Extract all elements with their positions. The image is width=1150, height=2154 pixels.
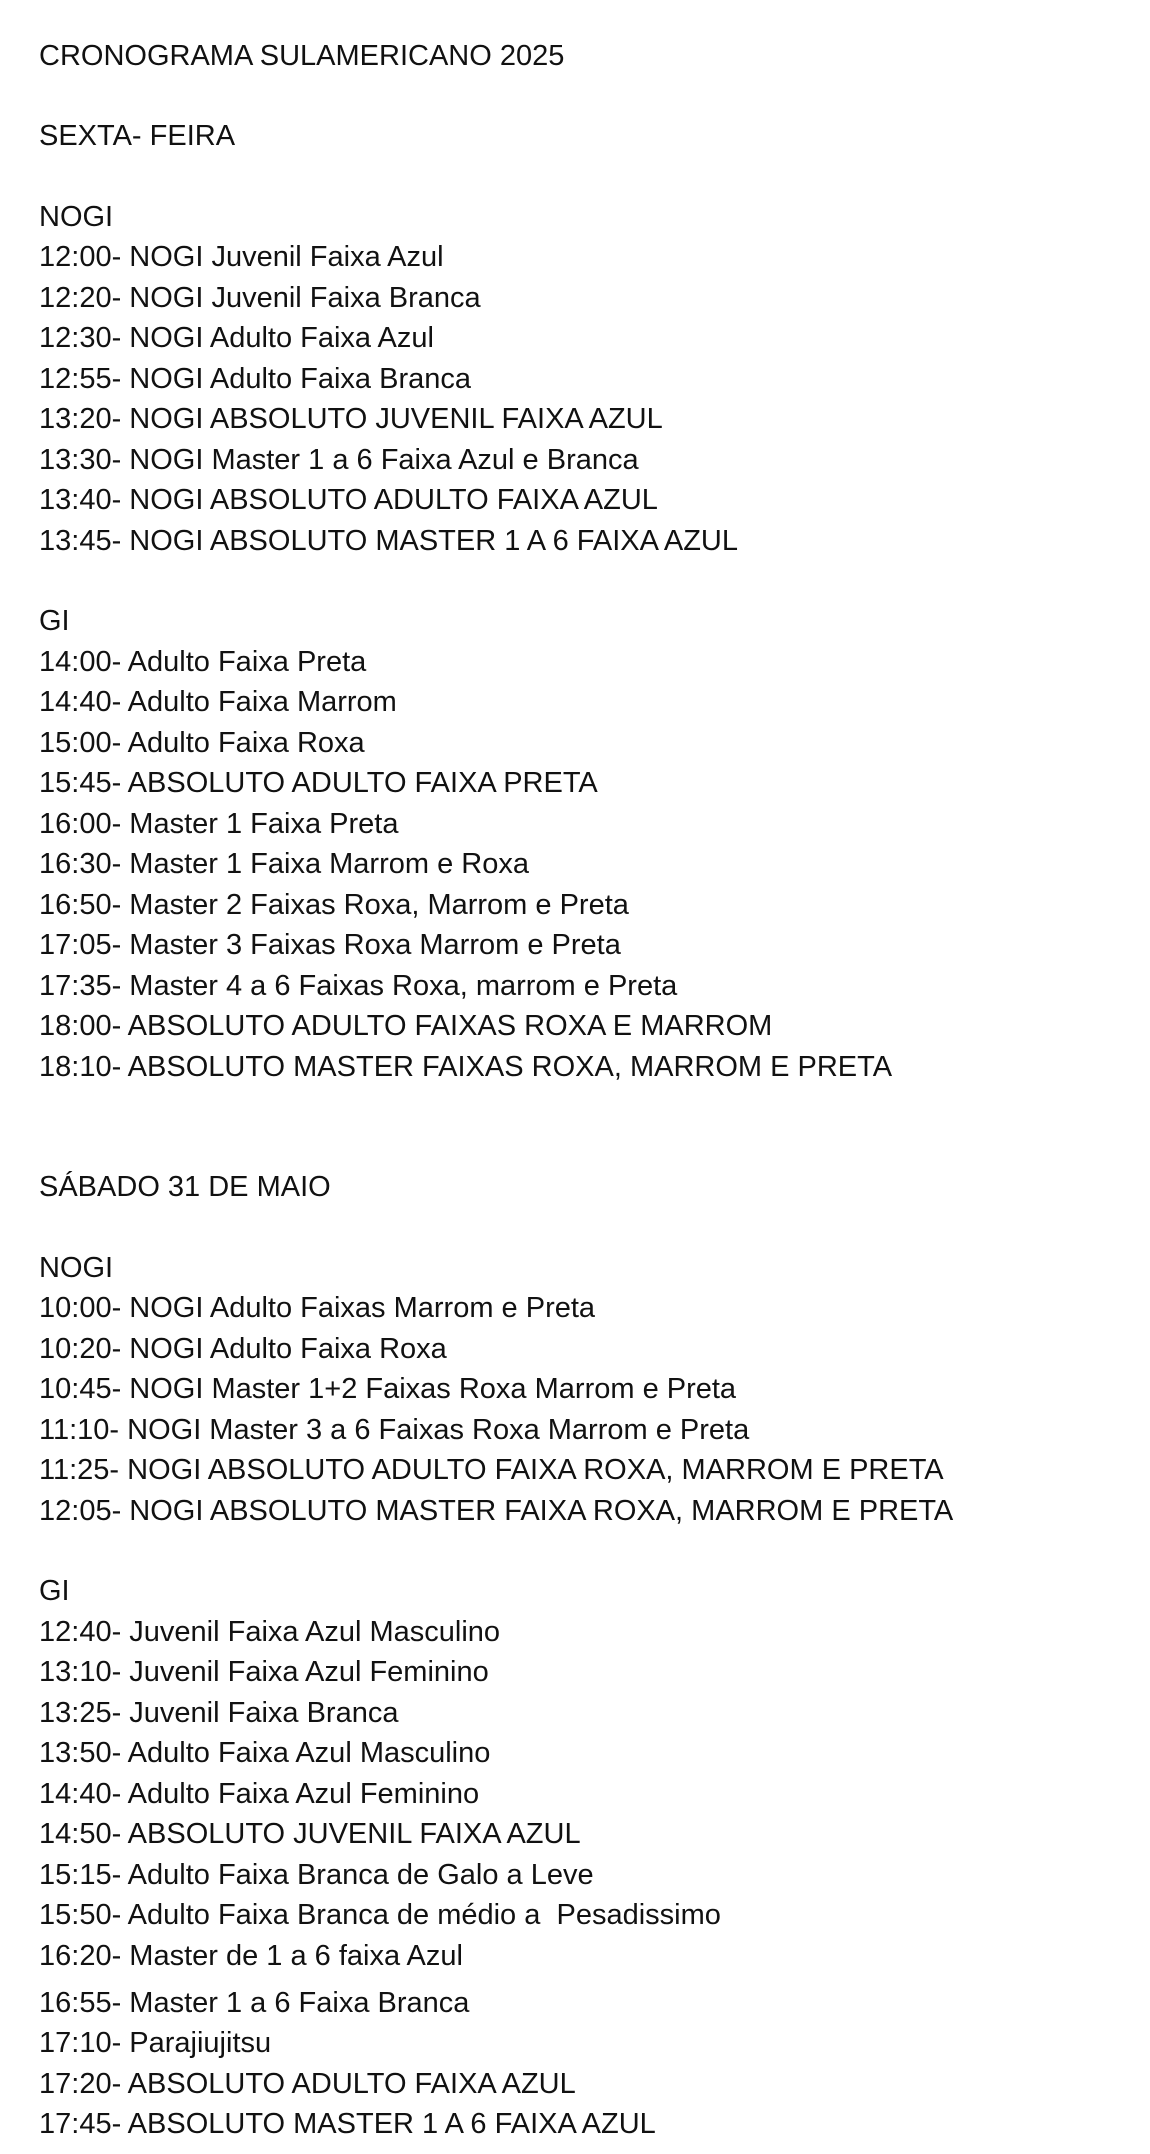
schedule-item: 16:30- Master 1 Faixa Marrom e Roxa	[39, 848, 529, 880]
schedule-item: 15:50- Adulto Faixa Branca de médio a Pesadissimo	[39, 1899, 721, 1931]
schedule-item: 11:25- NOGI ABSOLUTO ADULTO FAIXA ROXA, MARROM E PRETA	[39, 1454, 944, 1486]
day-heading-friday: SEXTA- FEIRA	[39, 120, 236, 152]
schedule-item: 16:00- Master 1 Faixa Preta	[39, 808, 399, 840]
section-heading-gi: GI	[39, 605, 70, 637]
schedule-item: 10:20- NOGI Adulto Faixa Roxa	[39, 1333, 447, 1365]
schedule-item: 15:00- Adulto Faixa Roxa	[39, 727, 365, 759]
schedule-item: 16:50- Master 2 Faixas Roxa, Marrom e Preta	[39, 889, 629, 921]
schedule-item: 10:00- NOGI Adulto Faixas Marrom e Preta	[39, 1292, 596, 1324]
schedule-item: 15:45- ABSOLUTO ADULTO FAIXA PRETA	[39, 767, 598, 799]
schedule-item: 12:40- Juvenil Faixa Azul Masculino	[39, 1616, 501, 1648]
schedule-item: 17:05- Master 3 Faixas Roxa Marrom e Preta	[39, 929, 621, 961]
schedule-item: 16:55- Master 1 a 6 Faixa Branca	[39, 1987, 470, 2019]
schedule-item: 12:00- NOGI Juvenil Faixa Azul	[39, 241, 444, 273]
schedule-item: 13:45- NOGI ABSOLUTO MASTER 1 A 6 FAIXA AZUL	[39, 525, 738, 557]
schedule-item: 12:55- NOGI Adulto Faixa Branca	[39, 363, 471, 395]
schedule-item: 13:20- NOGI ABSOLUTO JUVENIL FAIXA AZUL	[39, 403, 663, 435]
schedule-item: 14:50- ABSOLUTO JUVENIL FAIXA AZUL	[39, 1818, 581, 1850]
schedule-item: 16:20- Master de 1 a 6 faixa Azul	[39, 1940, 463, 1972]
schedule-item: 12:30- NOGI Adulto Faixa Azul	[39, 322, 434, 354]
section-heading-nogi: NOGI	[39, 201, 114, 233]
schedule-item: 18:10- ABSOLUTO MASTER FAIXAS ROXA, MARROM E PRETA	[39, 1051, 893, 1083]
schedule-item: 17:20- ABSOLUTO ADULTO FAIXA AZUL	[39, 2068, 576, 2100]
schedule-item: 17:45- ABSOLUTO MASTER 1 A 6 FAIXA AZUL	[39, 2108, 656, 2140]
section-heading-gi: GI	[39, 1575, 70, 1607]
schedule-item: 17:10- Parajiujitsu	[39, 2027, 272, 2059]
schedule-item: 11:10- NOGI Master 3 a 6 Faixas Roxa Marrom e Preta	[39, 1414, 750, 1446]
schedule-item: 14:40- Adulto Faixa Azul Feminino	[39, 1778, 480, 1810]
schedule-item: 12:20- NOGI Juvenil Faixa Branca	[39, 282, 481, 314]
day-heading-saturday: SÁBADO 31 DE MAIO	[39, 1171, 331, 1203]
schedule-item: 13:10- Juvenil Faixa Azul Feminino	[39, 1656, 489, 1688]
schedule-item: 18:00- ABSOLUTO ADULTO FAIXAS ROXA E MARROM	[39, 1010, 773, 1042]
schedule-item: 15:15- Adulto Faixa Branca de Galo a Leve	[39, 1859, 594, 1891]
document-title: CRONOGRAMA SULAMERICANO 2025	[39, 40, 565, 72]
schedule-item: 13:40- NOGI ABSOLUTO ADULTO FAIXA AZUL	[39, 484, 658, 516]
schedule-item: 14:40- Adulto Faixa Marrom	[39, 686, 397, 718]
section-heading-nogi: NOGI	[39, 1252, 114, 1284]
schedule-item: 10:45- NOGI Master 1+2 Faixas Roxa Marrom e Preta	[39, 1373, 737, 1405]
schedule-item: 12:05- NOGI ABSOLUTO MASTER FAIXA ROXA, MARROM E PRETA	[39, 1495, 954, 1527]
schedule-item: 14:00- Adulto Faixa Preta	[39, 646, 367, 678]
schedule-item: 13:50- Adulto Faixa Azul Masculino	[39, 1737, 491, 1769]
schedule-item: 17:35- Master 4 a 6 Faixas Roxa, marrom e Preta	[39, 970, 678, 1002]
schedule-item: 13:25- Juvenil Faixa Branca	[39, 1697, 399, 1729]
schedule-item: 13:30- NOGI Master 1 a 6 Faixa Azul e Branca	[39, 444, 639, 476]
